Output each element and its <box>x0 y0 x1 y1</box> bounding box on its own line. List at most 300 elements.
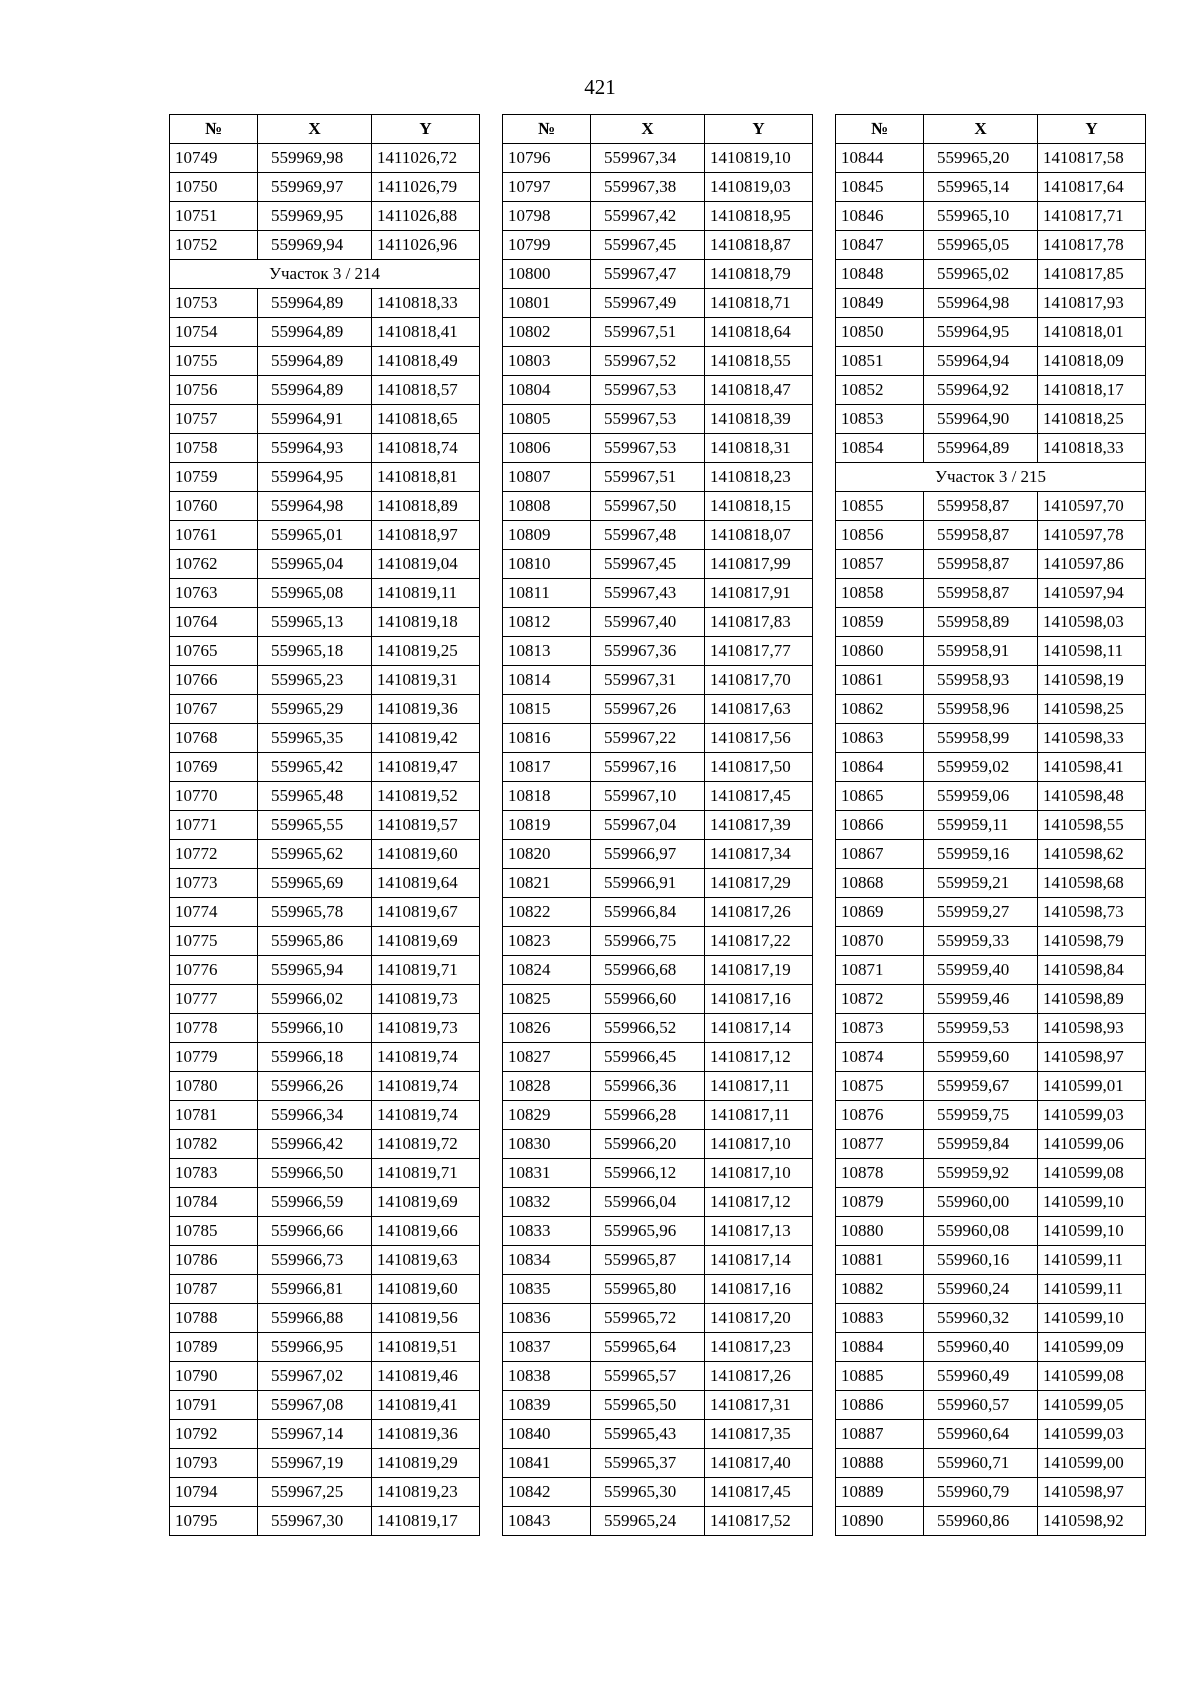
table-body <box>503 144 813 1536</box>
x-coordinate: 559965,20 <box>924 144 1038 173</box>
point-number: 10751 <box>170 202 258 231</box>
table-body <box>836 144 1146 1536</box>
y-coordinate: 1410819,52 <box>372 782 480 811</box>
table-row <box>836 550 1146 579</box>
table-row <box>170 173 480 202</box>
table-row <box>836 1507 1146 1536</box>
x-coordinate: 559965,43 <box>591 1420 705 1449</box>
x-coordinate: 559967,51 <box>591 318 705 347</box>
point-number: 10878 <box>836 1159 924 1188</box>
point-number: 10782 <box>170 1130 258 1159</box>
x-coordinate: 559967,19 <box>258 1449 372 1478</box>
y-coordinate: 1410817,12 <box>705 1188 813 1217</box>
x-coordinate: 559965,87 <box>591 1246 705 1275</box>
x-coordinate: 559965,01 <box>258 521 372 550</box>
x-coordinate: 559965,50 <box>591 1391 705 1420</box>
y-coordinate: 1410598,48 <box>1038 782 1146 811</box>
y-coordinate: 1410818,17 <box>1038 376 1146 405</box>
table-row <box>503 927 813 956</box>
point-number: 10818 <box>503 782 591 811</box>
y-coordinate: 1410598,97 <box>1038 1043 1146 1072</box>
y-coordinate: 1410819,18 <box>372 608 480 637</box>
table-row <box>503 376 813 405</box>
table-row <box>170 376 480 405</box>
table-row <box>836 1072 1146 1101</box>
point-number: 10775 <box>170 927 258 956</box>
table-row <box>170 753 480 782</box>
point-number: 10800 <box>503 260 591 289</box>
table-row <box>836 405 1146 434</box>
table-row <box>170 840 480 869</box>
point-number: 10761 <box>170 521 258 550</box>
x-coordinate: 559969,97 <box>258 173 372 202</box>
table-row <box>836 1362 1146 1391</box>
y-coordinate: 1410599,08 <box>1038 1362 1146 1391</box>
table-row <box>503 753 813 782</box>
x-coordinate: 559964,90 <box>924 405 1038 434</box>
y-coordinate: 1410817,56 <box>705 724 813 753</box>
x-coordinate: 559960,32 <box>924 1304 1038 1333</box>
table-row <box>503 405 813 434</box>
x-coordinate: 559966,84 <box>591 898 705 927</box>
point-number: 10858 <box>836 579 924 608</box>
table-row <box>836 1043 1146 1072</box>
point-number: 10854 <box>836 434 924 463</box>
x-coordinate: 559960,24 <box>924 1275 1038 1304</box>
table-body <box>170 144 480 1536</box>
y-coordinate: 1410819,36 <box>372 695 480 724</box>
y-coordinate: 1410817,11 <box>705 1101 813 1130</box>
point-number: 10823 <box>503 927 591 956</box>
table-row <box>170 1478 480 1507</box>
table-row <box>503 1478 813 1507</box>
table-row <box>836 579 1146 608</box>
y-coordinate: 1410818,97 <box>372 521 480 550</box>
y-coordinate: 1410599,03 <box>1038 1101 1146 1130</box>
y-coordinate: 1410598,89 <box>1038 985 1146 1014</box>
x-coordinate: 559964,89 <box>258 318 372 347</box>
point-number: 10880 <box>836 1217 924 1246</box>
point-number: 10805 <box>503 405 591 434</box>
point-number: 10834 <box>503 1246 591 1275</box>
point-number: 10853 <box>836 405 924 434</box>
x-coordinate: 559967,51 <box>591 463 705 492</box>
y-coordinate: 1410819,10 <box>705 144 813 173</box>
table-row <box>503 579 813 608</box>
table-row <box>503 202 813 231</box>
table-row <box>503 724 813 753</box>
table-row <box>836 869 1146 898</box>
point-number: 10836 <box>503 1304 591 1333</box>
table-row <box>836 1391 1146 1420</box>
y-coordinate: 1410819,36 <box>372 1420 480 1449</box>
point-number: 10797 <box>503 173 591 202</box>
table-row <box>170 1217 480 1246</box>
x-coordinate: 559959,16 <box>924 840 1038 869</box>
table-row <box>836 782 1146 811</box>
y-coordinate: 1410818,95 <box>705 202 813 231</box>
y-coordinate: 1410598,62 <box>1038 840 1146 869</box>
point-number: 10857 <box>836 550 924 579</box>
table-row <box>836 724 1146 753</box>
table-row <box>836 695 1146 724</box>
x-coordinate: 559958,96 <box>924 695 1038 724</box>
point-number: 10754 <box>170 318 258 347</box>
x-coordinate: 559966,04 <box>591 1188 705 1217</box>
point-number: 10852 <box>836 376 924 405</box>
point-number: 10869 <box>836 898 924 927</box>
table-row <box>170 231 480 260</box>
point-number: 10808 <box>503 492 591 521</box>
table-row <box>503 318 813 347</box>
table-row <box>836 434 1146 463</box>
point-number: 10847 <box>836 231 924 260</box>
table-row <box>836 347 1146 376</box>
x-coordinate: 559967,53 <box>591 434 705 463</box>
y-coordinate: 1410819,74 <box>372 1072 480 1101</box>
y-coordinate: 1410819,31 <box>372 666 480 695</box>
point-number: 10758 <box>170 434 258 463</box>
x-coordinate: 559964,94 <box>924 347 1038 376</box>
x-coordinate: 559967,49 <box>591 289 705 318</box>
y-coordinate: 1410819,04 <box>372 550 480 579</box>
x-coordinate: 559965,18 <box>258 637 372 666</box>
x-coordinate: 559966,52 <box>591 1014 705 1043</box>
point-number: 10752 <box>170 231 258 260</box>
y-coordinate: 1410599,00 <box>1038 1449 1146 1478</box>
y-coordinate: 1410599,09 <box>1038 1333 1146 1362</box>
point-number: 10879 <box>836 1188 924 1217</box>
y-coordinate: 1410599,11 <box>1038 1246 1146 1275</box>
table-row <box>836 1246 1146 1275</box>
x-coordinate: 559967,08 <box>258 1391 372 1420</box>
table-row <box>503 1449 813 1478</box>
y-coordinate: 1410819,73 <box>372 1014 480 1043</box>
x-coordinate: 559959,27 <box>924 898 1038 927</box>
table-row <box>836 231 1146 260</box>
table-row <box>503 1420 813 1449</box>
point-number: 10842 <box>503 1478 591 1507</box>
header-x: X <box>924 115 1038 144</box>
table-row <box>503 985 813 1014</box>
y-coordinate: 1410817,22 <box>705 927 813 956</box>
table-row <box>170 637 480 666</box>
table-row <box>836 927 1146 956</box>
table-row <box>836 289 1146 318</box>
y-coordinate: 1410598,55 <box>1038 811 1146 840</box>
y-coordinate: 1410819,67 <box>372 898 480 927</box>
y-coordinate: 1410819,64 <box>372 869 480 898</box>
x-coordinate: 559965,24 <box>591 1507 705 1536</box>
x-coordinate: 559958,91 <box>924 637 1038 666</box>
x-coordinate: 559965,05 <box>924 231 1038 260</box>
section-title: Участок 3 / 214 <box>170 260 480 289</box>
y-coordinate: 1410819,51 <box>372 1333 480 1362</box>
point-number: 10777 <box>170 985 258 1014</box>
y-coordinate: 1410817,11 <box>705 1072 813 1101</box>
table-row <box>503 782 813 811</box>
x-coordinate: 559966,81 <box>258 1275 372 1304</box>
point-number: 10841 <box>503 1449 591 1478</box>
x-coordinate: 559960,79 <box>924 1478 1038 1507</box>
y-coordinate: 1410817,35 <box>705 1420 813 1449</box>
table-row <box>503 898 813 927</box>
point-number: 10798 <box>503 202 591 231</box>
y-coordinate: 1410818,25 <box>1038 405 1146 434</box>
y-coordinate: 1410817,26 <box>705 1362 813 1391</box>
point-number: 10817 <box>503 753 591 782</box>
point-number: 10828 <box>503 1072 591 1101</box>
y-coordinate: 1410817,19 <box>705 956 813 985</box>
point-number: 10787 <box>170 1275 258 1304</box>
point-number: 10750 <box>170 173 258 202</box>
table-row <box>836 144 1146 173</box>
point-number: 10799 <box>503 231 591 260</box>
table-row <box>170 1391 480 1420</box>
point-number: 10779 <box>170 1043 258 1072</box>
point-number: 10783 <box>170 1159 258 1188</box>
x-coordinate: 559958,87 <box>924 579 1038 608</box>
table-row <box>170 434 480 463</box>
table-row <box>170 927 480 956</box>
y-coordinate: 1411026,96 <box>372 231 480 260</box>
table-row <box>170 1188 480 1217</box>
y-coordinate: 1410819,60 <box>372 1275 480 1304</box>
section-row <box>836 463 1146 492</box>
y-coordinate: 1410817,40 <box>705 1449 813 1478</box>
point-number: 10868 <box>836 869 924 898</box>
x-coordinate: 559966,97 <box>591 840 705 869</box>
y-coordinate: 1410598,97 <box>1038 1478 1146 1507</box>
x-coordinate: 559966,73 <box>258 1246 372 1275</box>
point-number: 10756 <box>170 376 258 405</box>
point-number: 10850 <box>836 318 924 347</box>
table-row <box>836 666 1146 695</box>
x-coordinate: 559959,67 <box>924 1072 1038 1101</box>
point-number: 10883 <box>836 1304 924 1333</box>
x-coordinate: 559959,02 <box>924 753 1038 782</box>
table-row <box>170 869 480 898</box>
table-row <box>170 695 480 724</box>
point-number: 10855 <box>836 492 924 521</box>
point-number: 10810 <box>503 550 591 579</box>
x-coordinate: 559967,36 <box>591 637 705 666</box>
x-coordinate: 559959,40 <box>924 956 1038 985</box>
y-coordinate: 1410818,23 <box>705 463 813 492</box>
section-row <box>170 260 480 289</box>
point-number: 10749 <box>170 144 258 173</box>
point-number: 10865 <box>836 782 924 811</box>
x-coordinate: 559958,87 <box>924 550 1038 579</box>
y-coordinate: 1410817,77 <box>705 637 813 666</box>
point-number: 10806 <box>503 434 591 463</box>
x-coordinate: 559959,84 <box>924 1130 1038 1159</box>
x-coordinate: 559967,48 <box>591 521 705 550</box>
x-coordinate: 559967,38 <box>591 173 705 202</box>
table-row <box>503 1246 813 1275</box>
point-number: 10776 <box>170 956 258 985</box>
table-row <box>170 898 480 927</box>
point-number: 10889 <box>836 1478 924 1507</box>
point-number: 10867 <box>836 840 924 869</box>
x-coordinate: 559967,52 <box>591 347 705 376</box>
x-coordinate: 559969,95 <box>258 202 372 231</box>
table-row <box>170 782 480 811</box>
y-coordinate: 1410818,71 <box>705 289 813 318</box>
point-number: 10888 <box>836 1449 924 1478</box>
point-number: 10887 <box>836 1420 924 1449</box>
table-row <box>170 521 480 550</box>
y-coordinate: 1410818,31 <box>705 434 813 463</box>
table-row <box>503 1304 813 1333</box>
x-coordinate: 559965,86 <box>258 927 372 956</box>
table-row <box>503 840 813 869</box>
x-coordinate: 559965,94 <box>258 956 372 985</box>
table-row <box>170 985 480 1014</box>
point-number: 10815 <box>503 695 591 724</box>
x-coordinate: 559965,23 <box>258 666 372 695</box>
table-row <box>836 1101 1146 1130</box>
point-number: 10807 <box>503 463 591 492</box>
x-coordinate: 559959,33 <box>924 927 1038 956</box>
point-number: 10796 <box>503 144 591 173</box>
table-row <box>836 202 1146 231</box>
table-row <box>503 173 813 202</box>
x-coordinate: 559966,26 <box>258 1072 372 1101</box>
point-number: 10821 <box>503 869 591 898</box>
point-number: 10768 <box>170 724 258 753</box>
x-coordinate: 559960,08 <box>924 1217 1038 1246</box>
y-coordinate: 1410819,69 <box>372 927 480 956</box>
y-coordinate: 1410818,07 <box>705 521 813 550</box>
y-coordinate: 1410819,74 <box>372 1101 480 1130</box>
x-coordinate: 559965,69 <box>258 869 372 898</box>
x-coordinate: 559967,30 <box>258 1507 372 1536</box>
y-coordinate: 1410599,10 <box>1038 1217 1146 1246</box>
table-row <box>170 956 480 985</box>
y-coordinate: 1410818,79 <box>705 260 813 289</box>
table-row <box>170 1449 480 1478</box>
y-coordinate: 1411026,72 <box>372 144 480 173</box>
point-number: 10778 <box>170 1014 258 1043</box>
y-coordinate: 1410817,14 <box>705 1246 813 1275</box>
header-number: № <box>170 115 258 144</box>
point-number: 10838 <box>503 1362 591 1391</box>
x-coordinate: 559964,89 <box>258 347 372 376</box>
point-number: 10781 <box>170 1101 258 1130</box>
y-coordinate: 1410599,01 <box>1038 1072 1146 1101</box>
point-number: 10874 <box>836 1043 924 1072</box>
x-coordinate: 559967,50 <box>591 492 705 521</box>
x-coordinate: 559964,89 <box>258 376 372 405</box>
y-coordinate: 1410819,56 <box>372 1304 480 1333</box>
y-coordinate: 1410818,89 <box>372 492 480 521</box>
coordinate-table <box>835 114 1146 1536</box>
table-row <box>170 1362 480 1391</box>
table-row <box>503 637 813 666</box>
table-row <box>503 695 813 724</box>
table-row <box>836 840 1146 869</box>
point-number: 10764 <box>170 608 258 637</box>
y-coordinate: 1410818,41 <box>372 318 480 347</box>
table-row <box>170 666 480 695</box>
point-number: 10873 <box>836 1014 924 1043</box>
x-coordinate: 559965,48 <box>258 782 372 811</box>
table-row <box>836 1188 1146 1217</box>
x-coordinate: 559959,06 <box>924 782 1038 811</box>
point-number: 10780 <box>170 1072 258 1101</box>
x-coordinate: 559960,64 <box>924 1420 1038 1449</box>
x-coordinate: 559960,16 <box>924 1246 1038 1275</box>
x-coordinate: 559967,45 <box>591 231 705 260</box>
y-coordinate: 1410817,13 <box>705 1217 813 1246</box>
table-row <box>503 1159 813 1188</box>
table-header-row <box>836 115 1146 144</box>
point-number: 10789 <box>170 1333 258 1362</box>
x-coordinate: 559964,89 <box>924 434 1038 463</box>
point-number: 10771 <box>170 811 258 840</box>
table-row <box>836 1217 1146 1246</box>
x-coordinate: 559964,92 <box>924 376 1038 405</box>
table-row <box>503 463 813 492</box>
point-number: 10757 <box>170 405 258 434</box>
table-header-row <box>170 115 480 144</box>
x-coordinate: 559960,86 <box>924 1507 1038 1536</box>
x-coordinate: 559966,60 <box>591 985 705 1014</box>
table-row <box>503 260 813 289</box>
x-coordinate: 559965,08 <box>258 579 372 608</box>
point-number: 10762 <box>170 550 258 579</box>
x-coordinate: 559967,42 <box>591 202 705 231</box>
y-coordinate: 1410819,69 <box>372 1188 480 1217</box>
table-row <box>836 956 1146 985</box>
point-number: 10795 <box>170 1507 258 1536</box>
point-number: 10863 <box>836 724 924 753</box>
header-y: Y <box>372 115 480 144</box>
point-number: 10770 <box>170 782 258 811</box>
point-number: 10862 <box>836 695 924 724</box>
x-coordinate: 559964,91 <box>258 405 372 434</box>
table-row <box>503 434 813 463</box>
y-coordinate: 1410819,41 <box>372 1391 480 1420</box>
point-number: 10769 <box>170 753 258 782</box>
x-coordinate: 559967,04 <box>591 811 705 840</box>
y-coordinate: 1410817,58 <box>1038 144 1146 173</box>
y-coordinate: 1410818,09 <box>1038 347 1146 376</box>
y-coordinate: 1410597,94 <box>1038 579 1146 608</box>
y-coordinate: 1410599,05 <box>1038 1391 1146 1420</box>
table-row <box>503 231 813 260</box>
point-number: 10845 <box>836 173 924 202</box>
x-coordinate: 559959,21 <box>924 869 1038 898</box>
x-coordinate: 559958,87 <box>924 492 1038 521</box>
x-coordinate: 559958,99 <box>924 724 1038 753</box>
table-row <box>503 347 813 376</box>
y-coordinate: 1410818,64 <box>705 318 813 347</box>
table-row <box>170 1130 480 1159</box>
y-coordinate: 1410817,10 <box>705 1130 813 1159</box>
point-number: 10813 <box>503 637 591 666</box>
point-number: 10786 <box>170 1246 258 1275</box>
table-row <box>836 1014 1146 1043</box>
x-coordinate: 559966,20 <box>591 1130 705 1159</box>
table-row <box>836 1420 1146 1449</box>
y-coordinate: 1410818,87 <box>705 231 813 260</box>
x-coordinate: 559965,80 <box>591 1275 705 1304</box>
table-row <box>836 1333 1146 1362</box>
x-coordinate: 559958,93 <box>924 666 1038 695</box>
point-number: 10766 <box>170 666 258 695</box>
